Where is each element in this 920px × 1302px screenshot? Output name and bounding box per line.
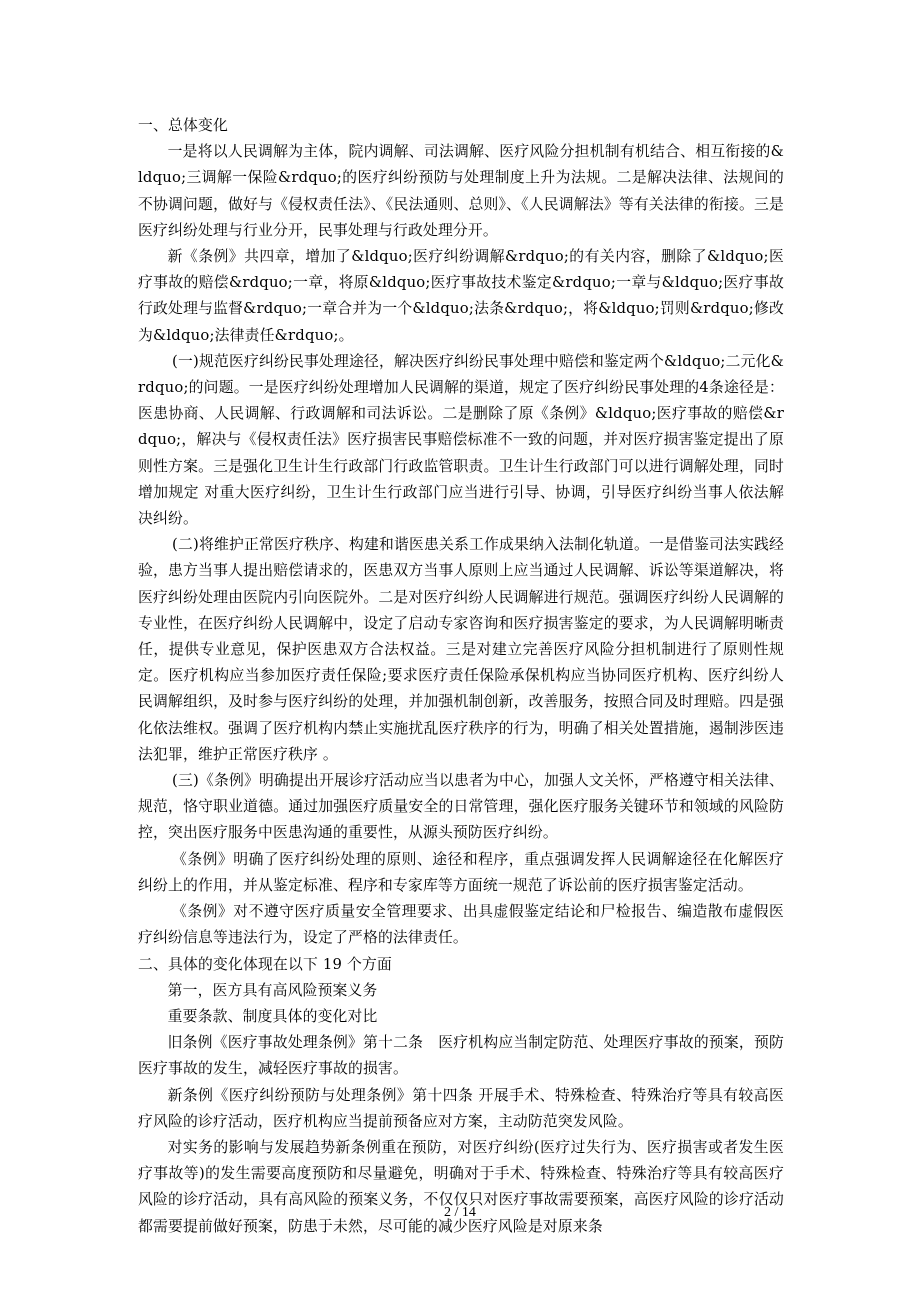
paragraph-point-two: (二)将维护正常医疗秩序、构建和谐医患关系工作成果纳入法制化轨道。一是借鉴司法实践经验，患方当事人提出赔偿请求的，医患双方当事人原则上应当通过人民调解、诉讼等渠道解决，将医疗纠纷处理由医院内引向医院外。二是对医疗纠纷人民调解进行规范。强调医疗纠纷人民调解的专业性，在医疗纠纷人民调解中，设定了启动专家咨询和医疗损害鉴定的要求，为人民调解明晰责任，提供专业意见，保护医患双方合法权益。三是对建立完善医疗风险分担机制进行了原则性规定。医疗机构应当参加医疗责任保险;要求医疗责任保险承保机构应当协同医疗机构、医疗纠纷人民调解组织，及时参与医疗纠纷的处理，并加强机制创新，改善服务，按照合同及时理赔。四是强化依法维权。强调了医疗机构内禁止实施扰乱医疗秩序的行为，明确了相关处置措施，遏制涉医违法犯罪，维护正常医疗秩序 。 <box>138 536 784 763</box>
paragraph-new-regulation: 新条例《医疗纠纷预防与处理条例》第十四条 开展手术、特殊检查、特殊治疗等具有较高医疗风险的诊疗活动，医疗机构应当提前预备应对方案，主动防范突发风险。 <box>138 1086 784 1130</box>
paragraph-old-regulation: 旧条例《医疗事故处理条例》第十二条 医疗机构应当制定防范、处理医疗事故的预案，预防医疗事故的发生，减轻医疗事故的损害。 <box>138 1034 784 1078</box>
paragraph-first-item: 第一，医方具有高风险预案义务 <box>167 981 378 999</box>
paragraph-overall-1: 一是将以人民调解为主体，院内调解、司法调解、医疗风险分担机制有机结合、相互衔接的&ldquo;三调解一保险&rdquo;的医疗纠纷预防与处理制度上升为法规。二是解决法律、法规间的不协调问题，做好与《侵权责任法》、《民法通则、总则》、《人民调解法》等有关法律的衔接。三是医疗纠纷处理与行业分开，民事处理与行政处理分开。 <box>138 143 784 239</box>
paragraph-new-regulation-structure: 新《条例》共四章，增加了&ldquo;医疗纠纷调解&rdquo;的有关内容，删除了&ldquo;医疗事故的赔偿&rdquo;一章，将原&ldquo;医疗事故技术鉴定&rdquo;一章与&ldquo;医疗事故行政处理与监督&rdquo;一章合并为一个&ldquo;法条&rdquo;，将&ldquo;罚则&rdquo;修改为&ldquo;法律责任&rdquo;。 <box>138 248 784 344</box>
paragraph-legal-liability: 《条例》对不遵守医疗质量安全管理要求、出具虚假鉴定结论和尸检报告、编造散布虚假医疗纠纷信息等违法行为，设定了严格的法律责任。 <box>138 903 784 947</box>
paragraph-dispute-principles: 《条例》明确了医疗纠纷处理的原则、途径和程序，重点强调发挥人民调解途径在化解医疗纠纷上的作用，并从鉴定标准、程序和专家库等方面统一规范了诉讼前的医疗损害鉴定活动。 <box>138 850 784 894</box>
paragraph-impact-trend: 对实务的影响与发展趋势新条例重在预防，对医疗纠纷(医疗过失行为、医疗损害或者发生医疗事故等)的发生需要高度预防和尽量避免，明确对于手术、特殊检查、特殊治疗等具有较高医疗风险的诊疗活动，具有高风险的预案义务，不仅仅只对医疗事故需要预案，高医疗风险的诊疗活动都需要提前做好预案，防患于未然，尽可能的减少医疗风险是对原来条 <box>138 1138 784 1235</box>
paragraph-comparison-title: 重要条款、制度具体的变化对比 <box>167 1007 378 1025</box>
paragraph-point-three: (三)《条例》明确提出开展诊疗活动应当以患者为中心，加强人文关怀，严格遵守相关法律、规范，恪守职业道德。通过加强医疗质量安全的日常管理，强化医疗服务关键环节和领域的风险防控，突出医疗服务中医患沟通的重要性，从源头预防医疗纠纷。 <box>138 772 784 842</box>
section-heading-overall-changes: 一、总体变化 <box>138 117 228 134</box>
paragraph-point-one: (一)规范医疗纠纷民事处理途径，解决医疗纠纷民事处理中赔偿和鉴定两个&ldquo;二元化&rdquo;的问题。一是医疗纠纷处理增加人民调解的渠道，规定了医疗纠纷民事处理的4条途径是：医患协商、人民调解、行政调解和司法诉讼。二是删除了原《条例》&ldquo;医疗事故的赔偿&rdquo;，解决与《侵权责任法》医疗损害民事赔偿标准不一致的问题，并对医疗损害鉴定提出了原则性方案。三是强化卫生计生行政部门行政监管职责。卫生计生行政部门可以进行调解处理，同时增加规定 对重大医疗纠纷，卫生计生行政部门应当进行引导、协调，引导医疗纠纷当事人依法解决纠纷。 <box>138 352 784 528</box>
document-body <box>138 113 784 1240</box>
page-number: 2 / 14 <box>444 1205 476 1220</box>
section-heading-specific-changes: 二、具体的变化体现在以下 19 个方面 <box>138 955 392 973</box>
